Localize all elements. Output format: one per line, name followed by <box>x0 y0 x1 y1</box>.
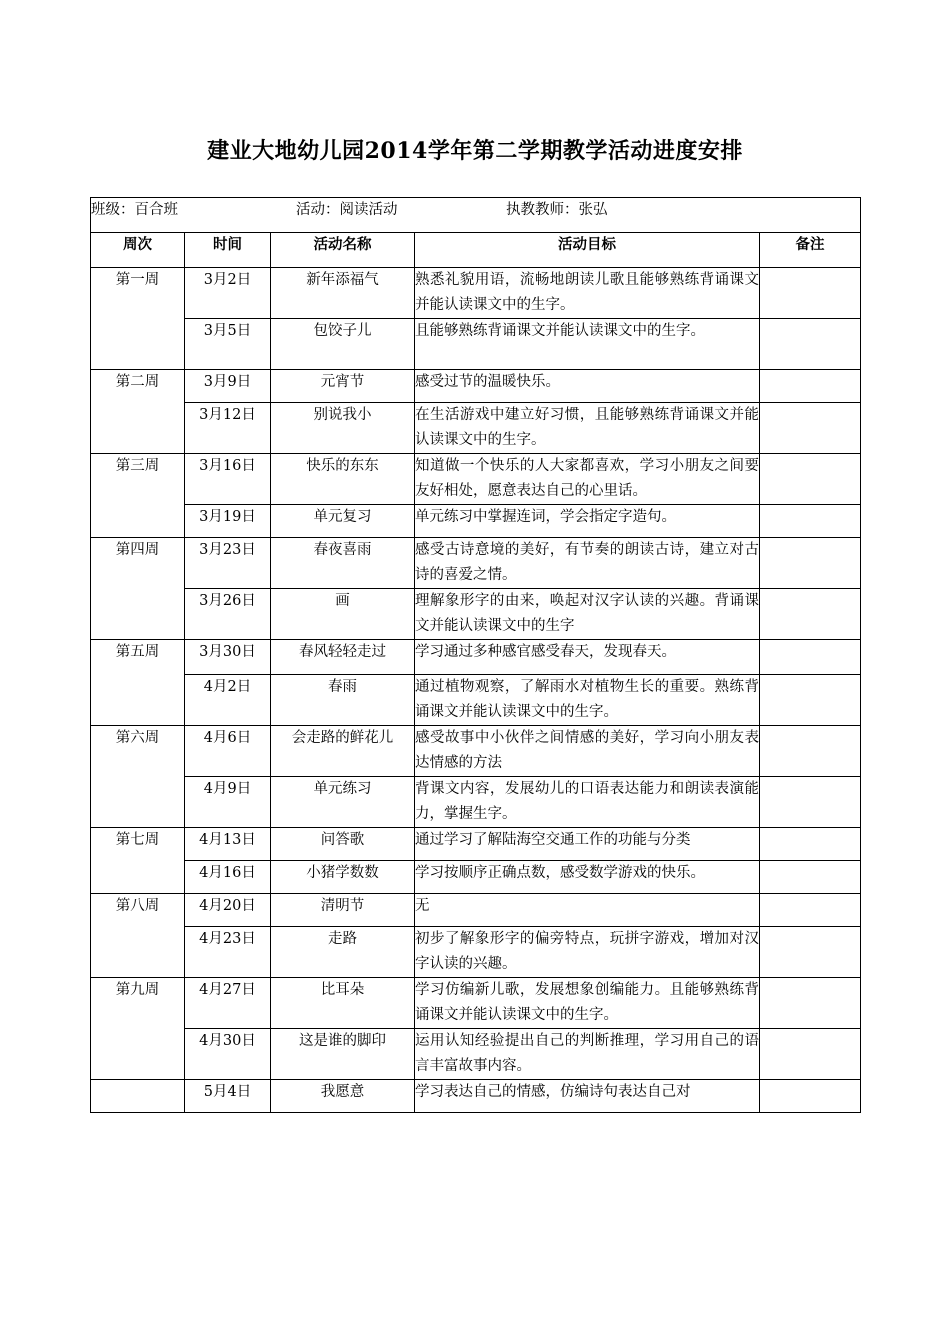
activity-goal-cell: 学习按顺序正确点数，感受数学游戏的快乐。 <box>415 861 760 894</box>
info-row <box>91 198 861 233</box>
activity-name-cell: 春风轻轻走过 <box>271 640 415 675</box>
table-row <box>91 828 861 861</box>
activity-goal-cell: 理解象形字的由来，唤起对汉字认读的兴趣。背诵课文并能认读课文中的生字 <box>415 589 760 640</box>
week-cell: 第五周 <box>91 640 185 726</box>
activity-name-cell: 快乐的东东 <box>271 454 415 505</box>
table-row <box>91 1029 861 1080</box>
date-cell: 4月13日 <box>185 828 271 861</box>
date-cell: 3月19日 <box>185 505 271 538</box>
table-row <box>91 454 861 505</box>
header-goal: 活动目标 <box>415 233 760 268</box>
activity-name-cell: 别说我小 <box>271 403 415 454</box>
activity-name-cell: 春夜喜雨 <box>271 538 415 589</box>
date-cell: 4月23日 <box>185 927 271 978</box>
activity-goal-cell: 通过学习了解陆海空交通工作的功能与分类 <box>415 828 760 861</box>
date-cell: 3月26日 <box>185 589 271 640</box>
date-cell: 4月27日 <box>185 978 271 1029</box>
note-cell <box>760 726 861 777</box>
activity-label: 活动：阅读活动 <box>296 202 398 218</box>
activity-goal-cell: 感受古诗意境的美好，有节奏的朗读古诗，建立对古诗的喜爱之情。 <box>415 538 760 589</box>
date-cell: 3月9日 <box>185 370 271 403</box>
activity-name-cell: 会走路的鲜花儿 <box>271 726 415 777</box>
note-cell <box>760 828 861 861</box>
header-time: 时间 <box>185 233 271 268</box>
note-cell <box>760 927 861 978</box>
activity-goal-cell: 无 <box>415 894 760 927</box>
schedule-table <box>90 197 861 1113</box>
activity-goal-cell: 在生活游戏中建立好习惯，且能够熟练背诵课文并能认读课文中的生字。 <box>415 403 760 454</box>
week-cell: 第三周 <box>91 454 185 538</box>
note-cell <box>760 589 861 640</box>
table-row <box>91 505 861 538</box>
note-cell <box>760 777 861 828</box>
activity-name-cell: 比耳朵 <box>271 978 415 1029</box>
date-cell: 3月2日 <box>185 268 271 319</box>
date-cell: 4月20日 <box>185 894 271 927</box>
activity-goal-cell: 初步了解象形字的偏旁特点，玩拼字游戏，增加对汉字认读的兴趣。 <box>415 927 760 978</box>
activity-goal-cell: 知道做一个快乐的人大家都喜欢，学习小朋友之间要友好相处，愿意表达自己的心里话。 <box>415 454 760 505</box>
activity-name-cell: 小猪学数数 <box>271 861 415 894</box>
note-cell <box>760 675 861 726</box>
week-cell <box>91 1080 185 1113</box>
activity-goal-cell: 运用认知经验提出自己的判断推理，学习用自己的语言丰富故事内容。 <box>415 1029 760 1080</box>
date-cell: 4月6日 <box>185 726 271 777</box>
table-row <box>91 1080 861 1113</box>
header-row <box>91 233 861 268</box>
note-cell <box>760 640 861 675</box>
note-cell <box>760 268 861 319</box>
activity-goal-cell: 背课文内容，发展幼儿的口语表达能力和朗读表演能力，掌握生字。 <box>415 777 760 828</box>
activity-name-cell: 问答歌 <box>271 828 415 861</box>
note-cell <box>760 454 861 505</box>
table-row <box>91 589 861 640</box>
note-cell <box>760 1029 861 1080</box>
date-cell: 3月30日 <box>185 640 271 675</box>
table-row <box>91 927 861 978</box>
activity-goal-cell: 且能够熟练背诵课文并能认读课文中的生字。 <box>415 319 760 370</box>
activity-goal-cell: 感受故事中小伙伴之间情感的美好，学习向小朋友表达情感的方法 <box>415 726 760 777</box>
header-note: 备注 <box>760 233 861 268</box>
activity-name-cell: 单元练习 <box>271 777 415 828</box>
date-cell: 5月4日 <box>185 1080 271 1113</box>
note-cell <box>760 403 861 454</box>
activity-name-cell: 春雨 <box>271 675 415 726</box>
activity-goal-cell: 单元练习中掌握连词，学会指定字造句。 <box>415 505 760 538</box>
table-row <box>91 675 861 726</box>
date-cell: 3月5日 <box>185 319 271 370</box>
activity-name-cell: 走路 <box>271 927 415 978</box>
note-cell <box>760 894 861 927</box>
table-row <box>91 319 861 370</box>
info-cell <box>91 198 861 233</box>
activity-goal-cell: 学习通过多种感官感受春天，发现春天。 <box>415 640 760 675</box>
table-row <box>91 894 861 927</box>
week-cell: 第六周 <box>91 726 185 828</box>
date-cell: 4月30日 <box>185 1029 271 1080</box>
table-row <box>91 538 861 589</box>
note-cell <box>760 1080 861 1113</box>
table-row <box>91 268 861 319</box>
table-row <box>91 861 861 894</box>
table-row <box>91 403 861 454</box>
note-cell <box>760 319 861 370</box>
date-cell: 4月16日 <box>185 861 271 894</box>
document-title: 建业大地幼儿园2014学年第二学期教学活动进度安排 <box>207 138 743 164</box>
date-cell: 4月2日 <box>185 675 271 726</box>
table-row <box>91 978 861 1029</box>
class-label: 班级：百合班 <box>91 202 178 218</box>
activity-name-cell: 新年添福气 <box>271 268 415 319</box>
note-cell <box>760 861 861 894</box>
activity-goal-cell: 学习仿编新儿歌，发展想象创编能力。且能够熟练背诵课文并能认读课文中的生字。 <box>415 978 760 1029</box>
activity-name-cell: 包饺子儿 <box>271 319 415 370</box>
activity-name-cell: 单元复习 <box>271 505 415 538</box>
week-cell: 第七周 <box>91 828 185 894</box>
note-cell <box>760 370 861 403</box>
week-cell: 第四周 <box>91 538 185 640</box>
activity-name-cell: 我愿意 <box>271 1080 415 1113</box>
header-name: 活动名称 <box>271 233 415 268</box>
note-cell <box>760 505 861 538</box>
table-row <box>91 726 861 777</box>
activity-goal-cell: 学习表达自己的情感，仿编诗句表达自己对 <box>415 1080 760 1113</box>
activity-goal-cell: 熟悉礼貌用语，流畅地朗读儿歌且能够熟练背诵课文并能认读课文中的生字。 <box>415 268 760 319</box>
table-row <box>91 370 861 403</box>
activity-name-cell: 画 <box>271 589 415 640</box>
note-cell <box>760 538 861 589</box>
date-cell: 3月23日 <box>185 538 271 589</box>
note-cell <box>760 978 861 1029</box>
week-cell: 第二周 <box>91 370 185 454</box>
header-week: 周次 <box>91 233 185 268</box>
date-cell: 3月16日 <box>185 454 271 505</box>
activity-name-cell: 这是谁的脚印 <box>271 1029 415 1080</box>
date-cell: 3月12日 <box>185 403 271 454</box>
week-cell: 第八周 <box>91 894 185 978</box>
activity-goal-cell: 通过植物观察，了解雨水对植物生长的重要。熟练背诵课文并能认读课文中的生字。 <box>415 675 760 726</box>
week-cell: 第一周 <box>91 268 185 370</box>
table-row <box>91 640 861 675</box>
table-row <box>91 777 861 828</box>
activity-goal-cell: 感受过节的温暖快乐。 <box>415 370 760 403</box>
activity-name-cell: 清明节 <box>271 894 415 927</box>
activity-name-cell: 元宵节 <box>271 370 415 403</box>
date-cell: 4月9日 <box>185 777 271 828</box>
teacher-label: 执教教师：张弘 <box>506 202 608 218</box>
week-cell: 第九周 <box>91 978 185 1080</box>
